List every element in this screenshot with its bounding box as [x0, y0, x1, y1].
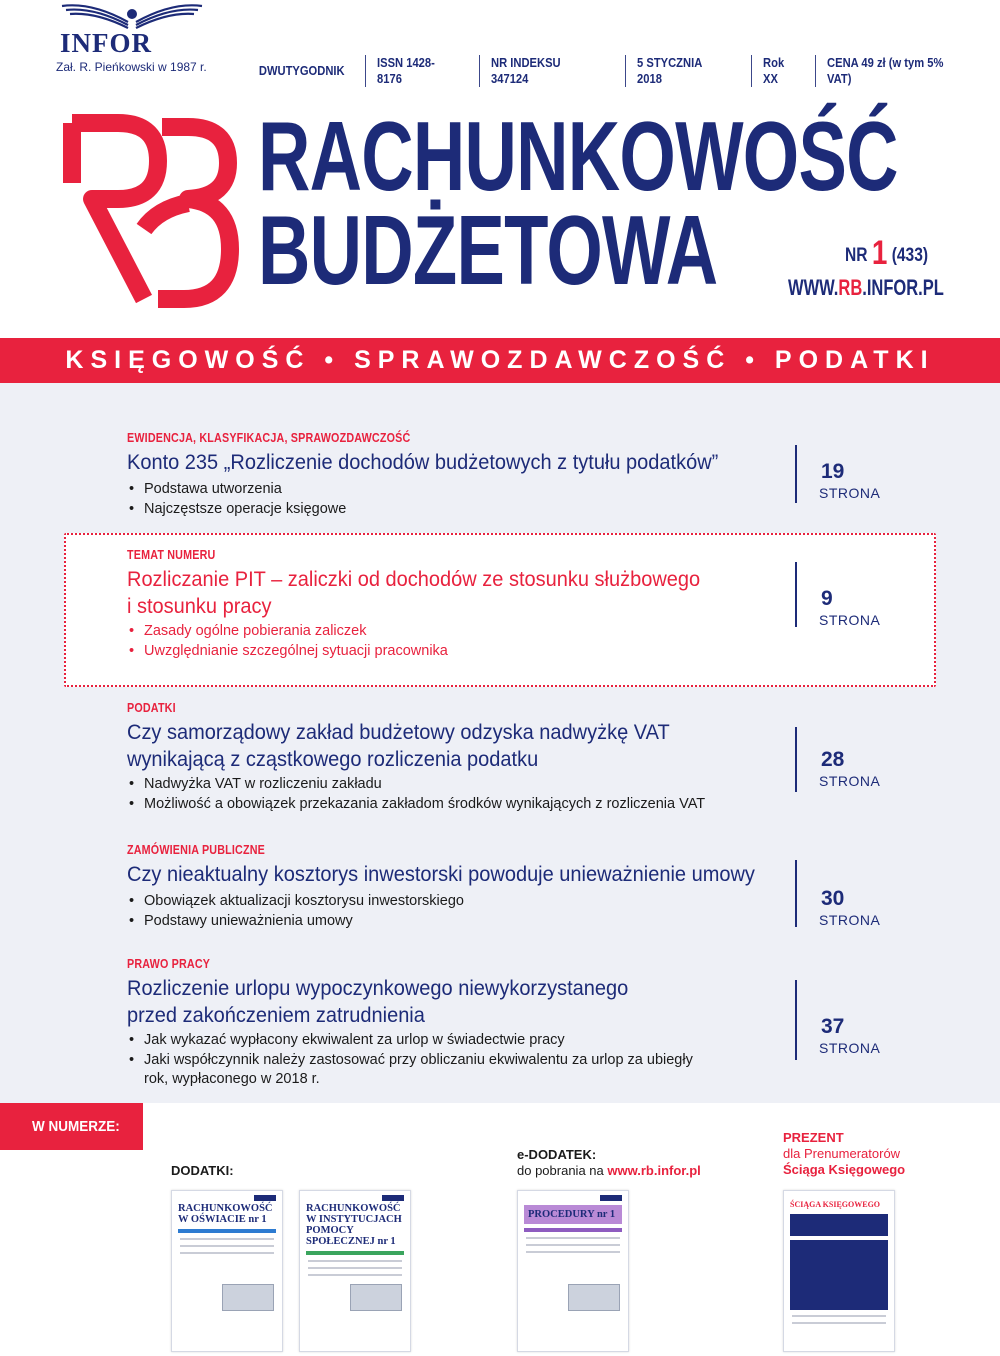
article-headline-line1: Rozliczanie PIT – zaliczki od dochodów ze stosunku służbowego — [127, 567, 701, 591]
page-number: 19 — [821, 460, 845, 483]
article-bullet: • Jaki współczynnik należy zastosować przy obliczaniu ekwiwalentu za urlop za ubiegły — [127, 1051, 947, 1071]
gift-block — [783, 1130, 905, 1178]
thumb-line — [180, 1245, 274, 1247]
article-bullet: • Nadwyżka VAT w rozliczeniu zakładu — [127, 775, 947, 795]
page-label: STRONA — [819, 1040, 881, 1056]
article-5-page-ref — [795, 980, 880, 1060]
thumb-line — [526, 1244, 620, 1246]
thumb-table — [790, 1240, 888, 1310]
thumb-line — [308, 1274, 402, 1276]
gift-for: dla Prenumeratorów — [783, 1146, 901, 1161]
article-2-page-ref — [795, 562, 880, 627]
thumb-title: ŚCIĄGA KSIĘGOWEGO — [790, 1200, 881, 1209]
edodatek-thumb-procedury[interactable] — [517, 1190, 629, 1352]
article-headline-line2: wynikającą z cząstkowego rozliczenia podatku — [127, 747, 539, 771]
publisher-name: INFOR — [60, 28, 152, 58]
thumb-title: PROCEDURY nr 1 — [524, 1205, 622, 1224]
meta-index: NR INDEKSU 347124 — [479, 55, 611, 87]
page-number: 37 — [821, 1015, 845, 1038]
article-category: ZAMÓWIENIA PUBLICZNE — [127, 843, 266, 857]
thumb-line — [792, 1315, 886, 1317]
article-category: TEMAT NUMERU — [127, 548, 216, 562]
in-issue-label: W NUMERZE: — [32, 1118, 120, 1135]
article-headline-line1: Rozliczenie urlopu wypoczynkowego niewykorzystanego — [127, 976, 629, 1000]
rb-logo-icon — [58, 113, 240, 309]
thumb-line — [180, 1238, 274, 1240]
thumb-title: RACHUNKOWOŚĆ W OŚWIACIE nr 1 — [178, 1203, 273, 1225]
meta-year: Rok XX — [751, 55, 813, 87]
supplements-label: DODATKI: — [171, 1163, 234, 1178]
thumb-line — [308, 1260, 402, 1262]
thumb-line — [180, 1252, 274, 1254]
edodatek-block — [517, 1147, 701, 1179]
gift-label: PREZENT — [783, 1130, 844, 1145]
publisher-founded: Zał. R. Pieńkowski w 1987 r. — [56, 60, 207, 74]
thumb-logo-icon — [254, 1195, 276, 1201]
article-1-page-ref — [795, 445, 880, 503]
page-number: 9 — [821, 587, 833, 610]
page-label: STRONA — [819, 773, 881, 789]
article-bullet: • Podstawy unieważnienia umowy — [127, 912, 947, 932]
edodatek-link[interactable]: www.rb.infor.pl — [607, 1163, 701, 1178]
article-headline: Konto 235 „Rozliczenie dochodów budżetowych z tytułu podatków” — [127, 450, 719, 474]
page-number: 28 — [821, 748, 845, 771]
article-bullet: • Podstawa utworzenia — [127, 480, 947, 500]
article-category: EWIDENCJA, KLASYFIKACJA, SPRAWOZDAWCZOŚĆ — [127, 431, 411, 445]
meta-date: 5 STYCZNIA 2018 — [625, 55, 740, 87]
article-bullet: • Możliwość a obowiązek przekazania zakładom środków wynikających z rozliczenia VAT — [127, 795, 947, 815]
website-suffix: .INFOR.PL — [862, 275, 944, 300]
topic-band — [0, 338, 1000, 383]
topic-band-text: KSIĘGOWOŚĆ • SPRAWOZDAWCZOŚĆ • PODATKI — [65, 346, 935, 374]
page-label: STRONA — [819, 485, 881, 501]
website-prefix: WWW. — [788, 275, 839, 300]
edodatek-label: e-DODATEK: — [517, 1147, 597, 1162]
thumb-title: RACHUNKOWOŚĆ W INSTYTUCJACH POMOCY SPOŁECZNEJ nr 1 — [306, 1203, 402, 1247]
article-bullet: • Uwzględnianie szczególnej sytuacji pracownika — [127, 642, 947, 662]
meta-price: CENA 49 zł (w tym 5% VAT) — [815, 55, 981, 87]
issue-num: 1 — [871, 234, 888, 272]
thumb-logo-icon — [600, 1195, 622, 1201]
meta-frequency: DWUTYGODNIK — [258, 63, 345, 78]
issue-total: (433) — [891, 245, 929, 266]
supplement-thumb-pomoc-spoleczna[interactable] — [299, 1190, 411, 1352]
meta-bar — [252, 55, 1000, 87]
issue-number — [845, 234, 928, 273]
article-bullet-continued: rok, wypłaconego w 2018 r. — [144, 1071, 320, 1087]
article-4-page-ref — [795, 860, 880, 927]
magazine-title-line2: BUDŻETOWA — [258, 195, 718, 305]
thumb-stripe — [306, 1251, 404, 1255]
article-3-page-ref — [795, 727, 880, 792]
article-bullet: • Zasady ogólne pobierania zaliczek — [127, 622, 947, 642]
edodatek-text: do pobrania na — [517, 1163, 604, 1178]
thumb-stripe — [524, 1228, 622, 1232]
article-headline-line2: przed zakończeniem zatrudnienia — [127, 1003, 425, 1027]
article-bullet: • Obowiązek aktualizacji kosztorysu inwestorskiego — [127, 892, 947, 912]
article-category: PODATKI — [127, 701, 176, 715]
article-headline: Czy nieaktualny kosztorys inwestorski powoduje unieważnienie umowy — [127, 862, 755, 886]
page-number: 30 — [821, 887, 845, 910]
thumb-image-icon — [350, 1284, 402, 1311]
article-category: PRAWO PRACY — [127, 957, 211, 971]
article-bullet: • Najczęstsze operacje księgowe — [127, 500, 947, 520]
supplement-thumb-oswiata[interactable] — [171, 1190, 283, 1352]
in-issue-tab — [0, 1103, 143, 1150]
article-headline-line1: Czy samorządowy zakład budżetowy odzyska nadwyżkę VAT — [127, 720, 670, 744]
article-bullet: • Jak wykazać wypłacony ekwiwalent za urlop w świadectwie pracy — [127, 1031, 947, 1051]
website-highlight: RB — [838, 275, 863, 300]
gift-title: Ściąga Księgowego — [783, 1162, 906, 1177]
thumb-line — [526, 1237, 620, 1239]
meta-issn: ISSN 1428-8176 — [365, 55, 470, 87]
page-label: STRONA — [819, 612, 881, 628]
thumb-line — [526, 1251, 620, 1253]
thumb-stripe — [178, 1229, 276, 1233]
website-link[interactable] — [788, 275, 944, 301]
thumb-image-icon — [568, 1284, 620, 1311]
thumb-logo-icon — [382, 1195, 404, 1201]
issue-prefix: NR — [845, 245, 868, 266]
article-headline-line2: i stosunku pracy — [127, 594, 272, 618]
gift-thumb-sciaga[interactable] — [783, 1190, 895, 1352]
thumb-line — [792, 1322, 886, 1324]
magazine-title-line1: RACHUNKOWOŚĆ — [258, 101, 898, 211]
page-label: STRONA — [819, 912, 881, 928]
thumb-line — [308, 1267, 402, 1269]
thumb-stripe — [790, 1214, 888, 1236]
thumb-image-icon — [222, 1284, 274, 1311]
